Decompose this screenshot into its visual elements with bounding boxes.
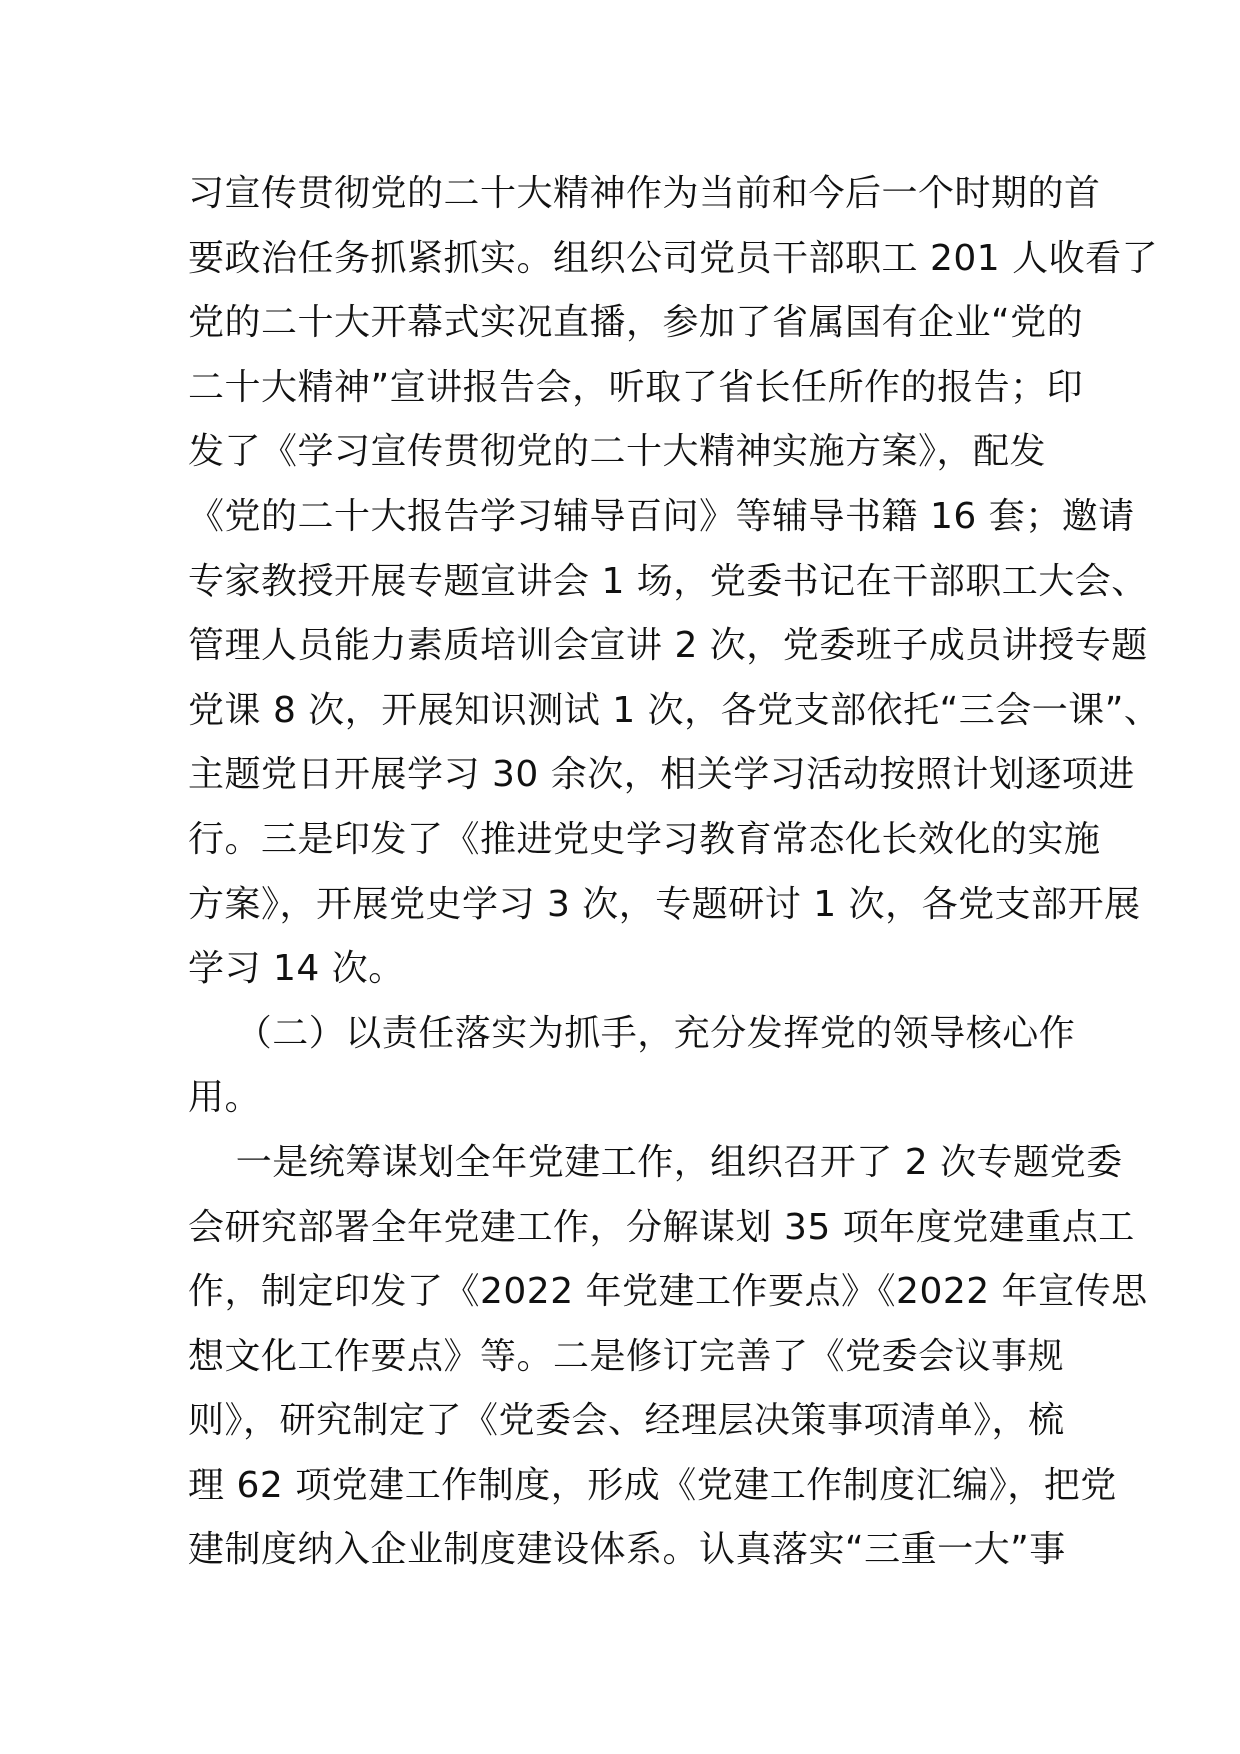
text-line: 会研究部署全年党建工作，分解谋划 35 项年度党建重点工 — [188, 1206, 1135, 1248]
text-line: 建制度纳入企业制度建设体系。认真落实“三重一大”事 — [188, 1529, 1066, 1571]
text-line: 则》，研究制定了《党委会、经理层决策事项清单》，梳 — [188, 1400, 1065, 1442]
text-line: 理 62 项党建工作制度，形成《党建工作制度汇编》，把党 — [188, 1464, 1117, 1506]
body-text — [188, 162, 1161, 1583]
text-line: 主题党日开展学习 30 余次，相关学习活动按照计划逐项进 — [188, 754, 1135, 796]
text-line: 作，制定印发了《2022 年党建工作要点》《2022 年宣传思 — [188, 1271, 1148, 1313]
text-line: 管理人员能力素质培训会宣讲 2 次，党委班子成员讲授专题 — [188, 625, 1148, 667]
text-line: 想文化工作要点》等。二是修订完善了《党委会议事规 — [188, 1335, 1065, 1377]
text-line: 发了《学习宣传贯彻党的二十大精神实施方案》，配发 — [188, 431, 1047, 473]
text-line: 学习 14 次。 — [188, 948, 405, 990]
text-line: 《党的二十大报告学习辅导百问》等辅导书籍 16 套；邀请 — [188, 495, 1135, 537]
text-line: 行。三是印发了《推进党史学习教育常态化长效化的实施 — [188, 818, 1101, 860]
section-heading: 用。 — [188, 1077, 262, 1119]
text-line: 党的二十大开幕式实况直播，参加了省属国有企业“党的 — [188, 302, 1084, 344]
text-line: 二十大精神”宣讲报告会，听取了省长任所作的报告；印 — [188, 366, 1084, 408]
text-line: 方案》，开展党史学习 3 次，专题研讨 1 次，各党支部开展 — [188, 883, 1141, 925]
text-line: 专家教授开展专题宣讲会 1 场，党委书记在干部职工大会、 — [188, 560, 1148, 602]
text-line: 一是统筹谋划全年党建工作，组织召开了 2 次专题党委 — [188, 1141, 1123, 1183]
text-line: 要政治任务抓紧抓实。组织公司党员干部职工 201 人收看了 — [188, 237, 1159, 279]
section-heading: （二）以责任落实为抓手，充分发挥党的领导核心作 — [188, 1012, 1076, 1054]
text-line: 习宣传贯彻党的二十大精神作为当前和今后一个时期的首 — [188, 173, 1101, 214]
text-line: 党课 8 次，开展知识测试 1 次，各党支部依托“三会一课”、 — [188, 689, 1161, 731]
